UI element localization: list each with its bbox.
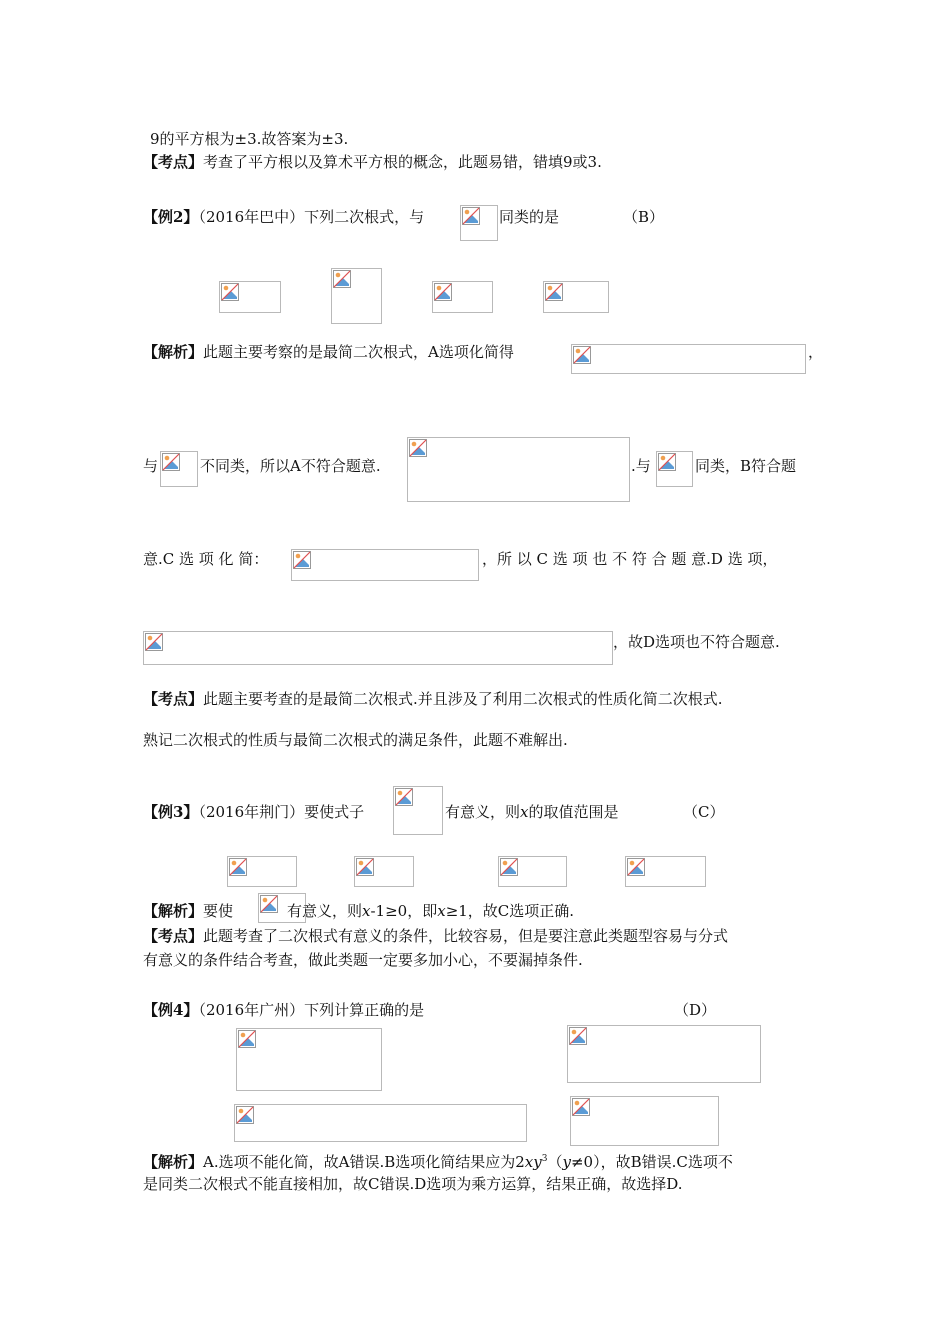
broken-image-icon xyxy=(260,895,278,913)
option-b-image xyxy=(567,1025,761,1083)
kaodian-text: 考查了平方根以及算术平方根的概念，此题易错，错填9或3. xyxy=(203,153,602,171)
broken-image-icon xyxy=(569,1027,587,1045)
example-3-source: （2016年荆门）要使式子 xyxy=(198,803,365,821)
solution-text: 同类，B符合题 xyxy=(695,457,797,475)
solution-text: ，所 以 C 选 项 也 不 符 合 题 意.D 选 项， xyxy=(482,550,778,568)
option-c-image xyxy=(498,856,567,887)
kaodian-text: 此题主要考查的是最简二次根式.并且涉及了利用二次根式的性质化简二次根式. xyxy=(203,690,723,708)
broken-image-icon xyxy=(434,283,452,301)
solution-text: ≠0），故B错误.C选项不 xyxy=(570,1153,733,1171)
formula-image xyxy=(460,205,498,241)
option-b-image xyxy=(354,856,414,887)
answer-line: 9的平方根为±3.故答案为±3. xyxy=(150,130,349,148)
option-a-image xyxy=(236,1028,382,1091)
example-4-solution-2: 是同类二次根式不能直接相加，故C错误.D选项为乘方运算，结果正确，故选择D. xyxy=(143,1175,683,1193)
variable-xy: xy xyxy=(524,1153,542,1171)
variable-x: x xyxy=(437,902,446,920)
solution-text: A.选项不能化简，故A错误.B选项化简结果应为2 xyxy=(203,1153,525,1171)
example-4-question xyxy=(143,1000,424,1020)
formula-image xyxy=(571,344,806,374)
option-a-image xyxy=(219,281,281,313)
exponent: 3 xyxy=(541,1154,548,1164)
question-text: 有意义，则 xyxy=(445,803,521,821)
variable-x: x xyxy=(520,803,529,821)
option-d-image xyxy=(625,856,706,887)
formula-image xyxy=(143,631,613,665)
example-2-question xyxy=(143,207,424,227)
solution-tag: 【解析】 xyxy=(143,1153,204,1171)
example-2-source: （2016年巴中）下列二次根式，与 xyxy=(198,208,425,226)
kaodian-line-1 xyxy=(143,152,602,172)
broken-image-icon xyxy=(545,283,563,301)
broken-image-icon xyxy=(162,453,180,471)
broken-image-icon xyxy=(293,551,311,569)
broken-image-icon xyxy=(500,858,518,876)
broken-image-icon xyxy=(462,207,480,225)
kaodian-tag: 【考点】 xyxy=(143,153,204,171)
broken-image-icon xyxy=(229,858,247,876)
solution-text: 与 xyxy=(143,457,159,475)
example-2-solution-1 xyxy=(143,342,514,362)
option-c-image xyxy=(432,281,493,313)
solution-text: 不同类，所以A不符合题意. xyxy=(200,457,381,475)
solution-tag: 【解析】 xyxy=(143,343,204,361)
solution-text: ≥1，故C选项正确. xyxy=(445,902,575,920)
option-d-image xyxy=(570,1096,719,1146)
option-a-image xyxy=(227,856,297,887)
example-4-tag: 【例4】 xyxy=(143,1001,199,1019)
kaodian-text: 此题考查了二次根式有意义的条件，比较容易，但是要注意此类题型容易与分式 xyxy=(203,927,729,945)
solution-text: 要使 xyxy=(203,902,234,920)
example-3-question-end xyxy=(445,802,619,822)
option-c-image xyxy=(234,1104,527,1142)
comma: ， xyxy=(808,343,824,361)
broken-image-icon xyxy=(573,346,591,364)
broken-image-icon xyxy=(145,633,163,651)
example-4-solution-1 xyxy=(143,1149,733,1172)
broken-image-icon xyxy=(572,1098,590,1116)
solution-text: （ xyxy=(547,1153,563,1171)
broken-image-icon xyxy=(627,858,645,876)
example-3-question xyxy=(143,802,364,822)
broken-image-icon xyxy=(236,1106,254,1124)
formula-image xyxy=(160,451,198,487)
example-2-tag: 【例2】 xyxy=(143,208,199,226)
example-2-question-end: 同类的是 xyxy=(499,208,560,226)
variable-y: y xyxy=(562,1153,571,1171)
solution-tag: 【解析】 xyxy=(143,902,204,920)
broken-image-icon xyxy=(238,1030,256,1048)
solution-text: ，故D选项也不符合题意. xyxy=(613,633,780,651)
solution-text: -1≥0，即 xyxy=(370,902,438,920)
question-text: 的取值范围是 xyxy=(528,803,619,821)
kaodian-tag: 【考点】 xyxy=(143,690,204,708)
example-2-answer: （B） xyxy=(623,208,665,226)
solution-text: .与 xyxy=(631,457,651,475)
example-3-answer: （C） xyxy=(683,803,725,821)
option-b-image xyxy=(331,268,382,324)
broken-image-icon xyxy=(333,270,351,288)
formula-image xyxy=(393,786,443,835)
broken-image-icon xyxy=(658,453,676,471)
broken-image-icon xyxy=(221,283,239,301)
kaodian-line: 熟记二次根式的性质与最简二次根式的满足条件，此题不难解出. xyxy=(143,731,568,749)
variable-x: x xyxy=(362,902,371,920)
example-4-answer: （D） xyxy=(674,1001,717,1019)
example-3-solution-end xyxy=(287,901,574,921)
solution-text: 此题主要考察的是最简二次根式，A选项化简得 xyxy=(203,343,514,361)
kaodian-line xyxy=(143,689,723,709)
option-d-image xyxy=(543,281,609,313)
example-3-solution xyxy=(143,901,233,921)
example-4-source: （2016年广州）下列计算正确的是 xyxy=(198,1001,425,1019)
example-3-tag: 【例3】 xyxy=(143,803,199,821)
kaodian-line xyxy=(143,926,728,946)
solution-text: 意.C 选 项 化 简： xyxy=(143,550,269,568)
broken-image-icon xyxy=(409,439,427,457)
broken-image-icon xyxy=(356,858,374,876)
formula-image xyxy=(407,437,630,502)
kaodian-line: 有意义的条件结合考查，做此类题一定要多加小心，不要漏掉条件. xyxy=(143,951,583,969)
formula-image xyxy=(291,549,479,581)
formula-image xyxy=(656,451,693,487)
solution-text: 有意义，则 xyxy=(287,902,363,920)
kaodian-tag: 【考点】 xyxy=(143,927,204,945)
broken-image-icon xyxy=(395,788,413,806)
